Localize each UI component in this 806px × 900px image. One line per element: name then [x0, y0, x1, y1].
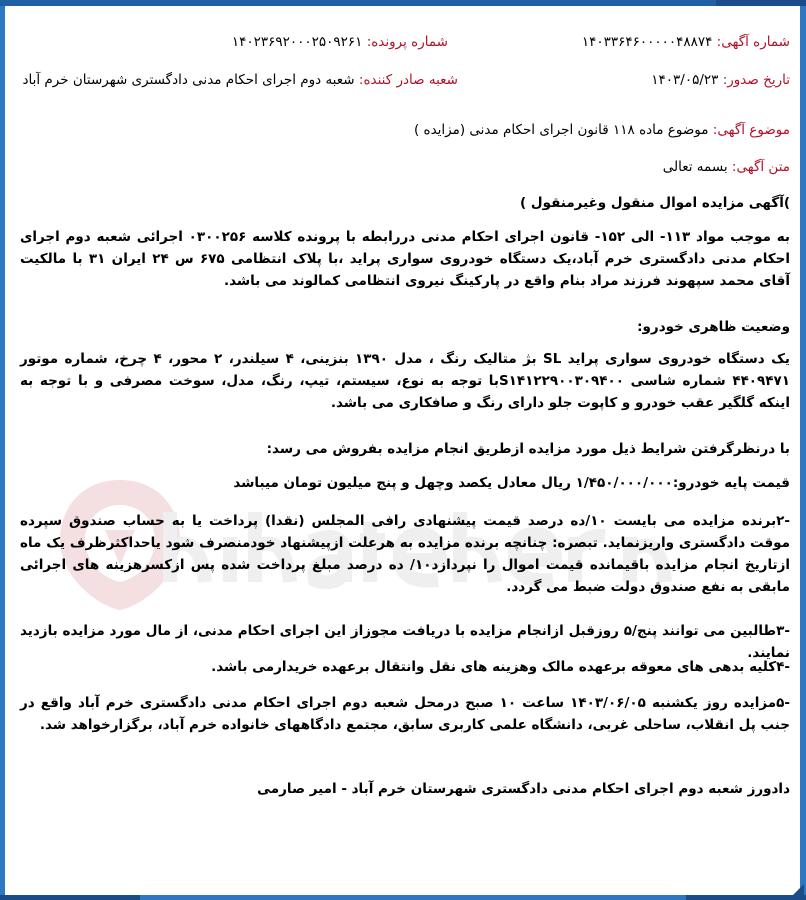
paragraph-intro: به موجب مواد ۱۱۳- الی ۱۵۲- قانون اجرای احکام مدنی دررابطه با پرونده کلاسه ۰۳۰۰۲۵۶ اجرائی شعبه دوم اجرای احکام مدنی دادگستری خرم آباد،یک دستگاه خودروی سواری پراید ،با پلاک انتظامی ۶۷۵ س ۲۴ ایران ۳۱ با مالکیت آقای محمد سپهوند فرزند مراد بنام واقع در پارکینگ نیروی انتظامی کمالوند می باشد.	[20, 229, 790, 289]
issue-date: ۱۴۰۳/۰۵/۲۳	[651, 72, 719, 88]
text-intro: بسمه تعالی	[662, 159, 728, 175]
subject-row	[414, 122, 790, 138]
notice-number-label: شماره آگهی:	[716, 34, 790, 50]
signature: دادورز شعبه دوم اجرای احکام مدنی دادگستری شهرستان خرم آباد - امیر صارمی	[257, 781, 790, 797]
issuer-label: شعبه صادر کننده:	[358, 72, 458, 88]
vehicle-description: یک دستگاه خودروی سواری پراید SL بژ متالیک رنگ ، مدل ۱۳۹۰ بنزینی، ۴ سیلندر، ۲ محور، ۴ چرخ، شماره موتور ۴۴۰۹۴۷۱ شماره شاسی S۱۴۱۲۲۹۰۰۳۰۹۴۰۰با توجه به نوع، سیستم، تیپ، رنگ، مدل، سوخت مصرفی و با توجه به اینکه گلگیر عقب خودرو و کاپوت جلو دارای رنگ و صافکاری می باشد.	[20, 351, 791, 411]
corner-mark	[790, 884, 804, 898]
issue-date-label: تاریخ صدور:	[722, 72, 790, 88]
top-border	[0, 0, 806, 6]
bottom-border	[0, 895, 806, 900]
notice-title: )آگهی مزایده اموال منقول وغیرمنقول )	[520, 195, 790, 211]
subject-label: موضوع آگهی:	[712, 122, 790, 138]
issuer: شعبه دوم اجرای احکام مدنی دادگستری شهرستان خرم آباد	[22, 72, 355, 88]
right-border	[800, 6, 806, 896]
condition-4: -۴کلیه بدهی های معوقه برعهده مالک وهزینه های نقل وانتقال برعهده خریدارمی باشد.	[211, 659, 790, 675]
subject: موضوع ماده ۱۱۸ قانون اجرای احکام مدنی (مزایده )	[413, 122, 709, 138]
conditions-intro: با درنظرگرفتن شرایط ذیل مورد مزایده ازطریق انجام مزایده بفروش می رسد:	[266, 441, 790, 457]
text-label: متن آگهی:	[731, 159, 790, 175]
notice-number: ۱۴۰۳۳۶۴۶۰۰۰۰۰۴۸۸۷۴	[581, 34, 713, 50]
text-label-row	[663, 159, 790, 175]
issuer-row	[23, 72, 459, 88]
issue-date-row	[651, 72, 790, 88]
condition-5: -۵مزایده روز یکشنبه ۱۴۰۳/۰۶/۰۵ ساعت ۱۰ صبح درمحل شعبه دوم اجرای احکام مدنی دادگستری خرم آباد واقع در جنب پل انقلاب، ساحلی غربی، دانشگاه علمی کاربری سابق، مجتمع دادگاههای خانواده خرم آباد، برگزارخواهد شد.	[20, 695, 790, 733]
vehicle-status-heading: وضعیت ظاهری خودرو:	[637, 319, 790, 335]
condition-3: -۳طالبین می توانند پنج/۵ روزقبل ازانجام مزایده با دریافت مجوزاز این اجرای احکام مدنی، از مال مورد مزایده بازدید نمایند.	[20, 623, 790, 661]
notice-number-row	[582, 34, 790, 50]
case-number-row	[232, 34, 448, 50]
condition-2: -۲برنده مزایده می بایست ۱۰/ده درصد قیمت پیشنهادی رافی المجلس (نقدا) پرداخت یا به حساب صندوق سپرده موقت دادگستری واریزنماید. تبصره: چنانچه برنده مزایده به هرعلت ازپیشنهاد خودمنصرف شود یاحداکثرظرف یک ماه ازتاریخ انجام مزایده باقیمانده قیمت اموال را نپردازد۱۰/ ده درصد مبلغ پرداخت شده پس ازکسرهزینه های اجرائی مابقی به نفع صندوق دولت ضبط می گردد.	[20, 513, 790, 595]
case-number-label: شماره پرونده:	[366, 34, 448, 50]
base-price: قیمت پایه خودرو:۱/۴۵۰/۰۰۰/۰۰۰ ریال معادل یکصد وچهل و پنج میلیون تومان میباشد	[233, 475, 790, 491]
left-border	[0, 6, 5, 896]
case-number: ۱۴۰۲۳۶۹۲۰۰۰۲۵۰۹۲۶۱	[231, 34, 363, 50]
